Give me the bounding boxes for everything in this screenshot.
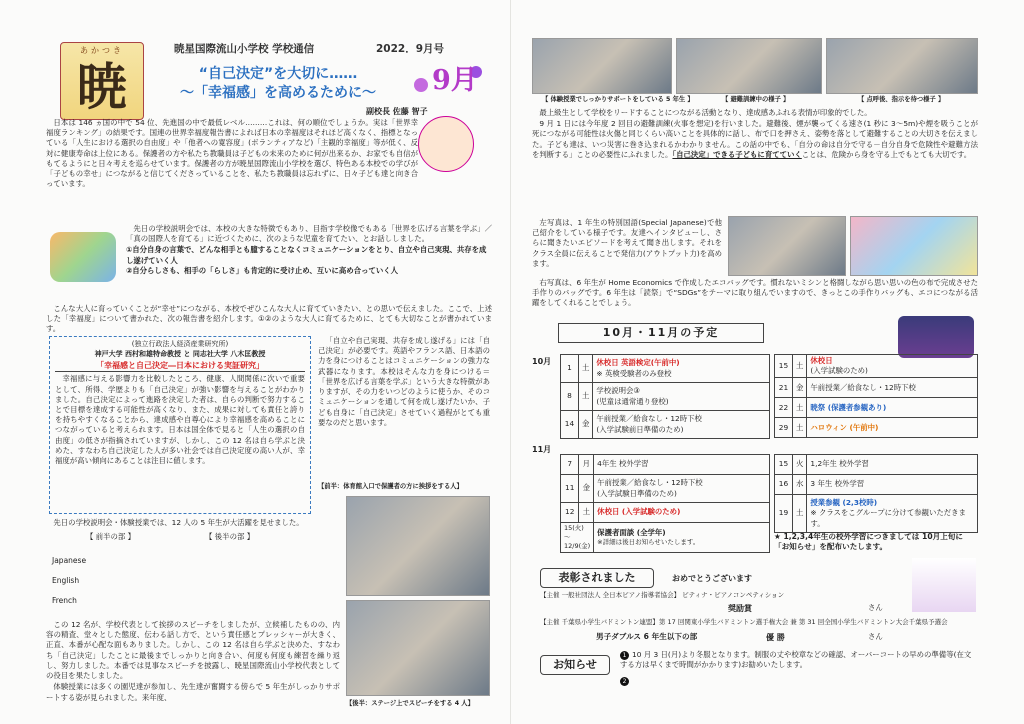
schedule-row — [775, 475, 978, 495]
day: 19 — [775, 495, 793, 533]
event-text: 保護者面談 (全学年) — [597, 527, 666, 537]
weekday: 土 — [793, 398, 807, 418]
policy-section — [126, 224, 492, 276]
day: 16 — [775, 475, 793, 495]
event-text: 授業参観 (2,3校時) — [810, 498, 878, 508]
schedule-row — [561, 503, 770, 523]
event-text: 午前授業／給食なし・12時下校 — [596, 414, 702, 424]
day: 11 — [561, 475, 579, 503]
event: 休校日 (入学試験のため) — [594, 503, 770, 523]
schedule-row — [775, 418, 978, 438]
november-schedule-left — [560, 454, 770, 553]
special-japanese-section — [532, 218, 722, 270]
field-trip-notice: ★ 1,2,3,4年生の校外学習につきましては 10月上旬に「お知らせ」を配布いたします。 — [774, 532, 963, 552]
day: 29 — [775, 418, 793, 438]
report-authors: 神戸大学 西村和雄特命教授 と 同志社大学 八木匡教授 — [94, 349, 266, 358]
event-note: ※詳細は後日お知らせいたします。 — [597, 538, 700, 547]
event: 4年生 校外学習 — [594, 455, 770, 475]
self-determination-text — [318, 336, 490, 429]
award-1-recipient: さん — [868, 603, 883, 612]
home-economics-section — [532, 278, 978, 310]
notices-title: お知らせ — [540, 655, 610, 675]
piano-illustration — [912, 558, 976, 612]
schedule-row — [775, 398, 978, 418]
award-1-organizer: 【主催 一般社団法人 全日本ピアノ指導者協会】 ピティナ・ピアノコンペティション — [540, 591, 785, 599]
schedule-row — [561, 523, 770, 553]
notice-item-2 — [620, 676, 632, 686]
day: 15 — [775, 455, 793, 475]
school-name: 暁星国際流山小学校 学校通信 — [174, 43, 315, 55]
special-japanese-photo — [728, 216, 846, 276]
weekday: 土 — [793, 355, 807, 378]
speech-paragraph: この 12 名が、学校代表として挨拶のスピーチをしましたが、立候補したものの、内容の精査、堂々とした態度、伝わる話し方で、という責任感とプレッシャーが大きく、正直、本番が心配な面もありました。しかし、この 12 名は自ら学ぶと決めた、すなわち「自己決定」したことに最後までしっかりと向き合い、何度も何度も練習を繰り返し、努力しました。本番では見事なスピーチを披露し、暁星国際流山小学校代表としての役目を果たしました。 — [46, 620, 340, 681]
research-box — [49, 336, 311, 514]
event-note: (入学試験のため) — [810, 366, 868, 376]
number-badge: 2 — [620, 677, 629, 686]
photo-caption: 【後半：ステージ上でスピーチをする 4 人】 — [346, 700, 474, 707]
october-schedule-left — [560, 354, 770, 439]
event — [807, 495, 978, 533]
day: 14 — [561, 411, 579, 439]
schedule-row — [561, 383, 770, 411]
evacuation-drill-photo — [676, 38, 822, 94]
awards-title: 表彰されました — [540, 568, 654, 588]
event: 3 年生 校外学習 — [807, 475, 978, 495]
photo-caption: 【 避難訓練中の様子 】 — [722, 96, 790, 103]
notice-item-1 — [620, 650, 978, 670]
drill-highlight: 「自己決定」できる子どもに育てていく — [672, 149, 802, 159]
schedule-title: 10月・11月の予定 — [558, 323, 764, 343]
logo-kanji: 暁 — [77, 57, 127, 116]
weekday: 火 — [793, 455, 807, 475]
left-column — [46, 38, 492, 710]
event-note: ※ クラスをこグループに分けて参観いただきます。 — [810, 508, 966, 528]
weekday: 土 — [579, 383, 593, 411]
day: 15 — [775, 355, 793, 378]
schedule-row — [775, 378, 978, 398]
roll-call-photo — [826, 38, 978, 94]
congratulations-text: おめでとうございます — [672, 574, 752, 583]
november-schedule-right — [774, 454, 978, 533]
schedule-row — [775, 495, 978, 533]
weekday: 金 — [579, 411, 593, 439]
notice-text: 10 月 3 日(月)より冬服となります。制服の丈や校章などの確認、オーバーコートの早めの準備等(在文する方は早くまで時間がかかります)お勧めいたします。 — [620, 650, 972, 670]
home-economics-text: 右写真は、6 年生が Home Economics で作成したエコバッグです。慣れないミシンと格闘しながら思い思いの色の布で完成させた手作りのバッグです。6 年生は「読祭」で“SDGs”をテーマに取り組んでいますので、きっとこの手作りバッグも、エコにつながる活躍をしてくれることでしょう。 — [532, 278, 978, 308]
support-paragraph: 体験授業には多くの園児達が参加し、先生達が奮闘する傍らで 5 年生がしっかりサポートする姿が見られました。来年度、 — [46, 682, 340, 702]
stage-speech-photo — [346, 600, 490, 696]
subheadline: ～「幸福感」を高めるために～ — [180, 85, 376, 101]
weekday: 土 — [793, 418, 807, 438]
day: 8 — [561, 383, 579, 411]
event — [594, 475, 770, 503]
speech-section — [46, 620, 340, 704]
event — [594, 523, 770, 553]
photo-caption: 【 点呼後、指示を待つ様子 】 — [858, 96, 945, 103]
language-french: French — [52, 596, 77, 605]
language-japanese: Japanese — [52, 556, 87, 565]
special-japanese-text: 左写真は、1 年生の特別国語(Special Japanese)で他己紹介をしている様子です。友達へインタビューし、さらに聞きたいエピソードを考えて聞き出します。それをクラス全員に伝えることで発信力(アウトプット力)を高めます。 — [532, 218, 722, 268]
right-column — [532, 38, 978, 710]
day: 12 — [561, 503, 579, 523]
policy-paragraph: 先日の学校説明会では、本校の大きな特徴でもあり、目指す学校像でもある「世界を広げる言葉を学ぶ」／「真の国際人を育てる」に近づくために、次のような児童を育てたい、とお話ししました。 — [126, 224, 492, 244]
drill-tail: ことは、危険から身を守る上でもとても大切です。 — [801, 149, 972, 159]
policy-summary — [46, 304, 492, 336]
briefing-paragraph: 先日の学校説明会・体験授業では、12 人の 5 年生が大活躍を見せました。 — [53, 518, 304, 527]
photo-caption: 【 体験授業でしっかりサポートをしている 5 年生 】 — [542, 96, 694, 103]
issue-label: 2022．9月号 — [376, 43, 445, 55]
class-support-photo — [532, 38, 672, 94]
weekday: 水 — [793, 475, 807, 495]
drill-text: 9 月 1 日には今年度 2 回目の避難訓練(火事を想定)を行いました。避難後、煙が襲ってくる速さ(1 秒に 3～5m)や煙を吸うことが死につながる可能性は火傷と同じくらい高いことを具体的に話し、布で口を押さえ、姿勢を落として避難することの大切さを伝えました。子ども達は、いつ災害に巻き込まれるかわかりません。この話の中でも、「自分の命は自分で守る－自分自身で危険性や避難方法を判断する」ことの必要性にふれました。 — [532, 119, 978, 159]
award-1-prize: 奨励賞 — [728, 604, 752, 613]
report-org: (独立行政法人経済産業研究所) — [131, 340, 229, 348]
event: 暁祭 (保護者参観あり) — [807, 398, 978, 418]
schedule-row — [775, 355, 978, 378]
schedule-row — [561, 455, 770, 475]
first-half-label: 【 前半の部 】 — [86, 532, 136, 542]
author-byline: 副校長 佐藤 智子 — [366, 107, 428, 116]
eco-bag-photo — [850, 216, 978, 276]
weekday: 金 — [579, 475, 594, 503]
report-body: 幸福感に与える影響力を比較したところ、健康、人間関係に次いで重要として、所得、学歴よりも「自己決定」が強い影響を与えることがわかりました。自己決定によって進路を決定した者は、自らの判断で努力することで目標を達成する可能性が高くなり、また、成果に対しても責任と誇りを持ちやすくなることから、達成感や自尊心により幸福感を高めることにつながっていると考えられます。日本は国全体で見ると「人生の選択の自由度」の低さが指摘されていますが、しかし、この 12 名は自ら学ぶと決めた、すなわち自己決定した人が多い社会では自己決定度の高い人が、幸福度が高い傾向にあることは注目に値します。 — [55, 374, 305, 466]
second-half-label: 【 後半の部 】 — [205, 532, 255, 542]
november-label: 11月 — [532, 445, 552, 454]
photo-caption: 【前半：体育館入口で保護者の方に挨拶をする人】 — [318, 483, 463, 490]
akatsuki-logo — [60, 42, 144, 120]
award-2-recipient: さん — [868, 632, 883, 641]
intro-section — [46, 118, 418, 191]
girl-illustration — [418, 116, 474, 172]
day: 22 — [775, 398, 793, 418]
event-text: 休校日 英語検定(午前中) — [596, 358, 680, 368]
schedule-row — [561, 411, 770, 439]
weekday: 土 — [579, 355, 593, 383]
month-badge: 9月 — [432, 65, 478, 96]
event-text: 学校説明会③ — [596, 386, 640, 396]
number-badge: 1 — [620, 651, 629, 660]
logo-kana: あかつき — [80, 46, 124, 55]
drill-paragraph — [532, 119, 978, 160]
event — [593, 383, 770, 411]
language-english: English — [52, 576, 80, 585]
self-determination-paragraph: 「自立や自己実現、共存を成し遂げる」には「自己決定」が必要です。英語やフランス語、日本語の力を身につけることはコミュニケーションの強力な武器になります。本校はそんな力を身につける＝「世界を広げる言葉を学ぶ」という大きな特徴がありますが、その力をいつどのように使うか、そのコミュニケーションを通して何を成し遂げたいか、子ども自身に「自己決定」させていく過程がとても重要なのだと思います。 — [318, 336, 490, 427]
halloween-illustration — [898, 316, 974, 358]
day: 21 — [775, 378, 793, 398]
award-2-prize: 優 勝 — [766, 633, 785, 642]
event-text: 午前授業／給食なし・12時下校 — [597, 478, 703, 488]
event-note: ※ 英検受験者のみ登校 — [596, 368, 672, 378]
briefing-section — [46, 518, 336, 542]
weekday: 月 — [579, 455, 594, 475]
weekday: 土 — [579, 503, 594, 523]
policy-summary-text: こんな大人に育っていくことが“幸せ”につながる、本校でぜひこんな大人に育てていきたい、との思いで伝えました。ここで、上述した「幸福度」について書かれた、次の報告書を紹介します。①②のような大人に育てるために、とても大切なことが書かれています。 — [46, 304, 492, 334]
day-range: 15(火)～12/9(金) — [561, 523, 594, 553]
event: ハロウィン (午前中) — [807, 418, 978, 438]
report-title: 「幸福感と自己決定―日本における実証研究」 — [55, 360, 305, 372]
october-schedule-right — [774, 354, 978, 438]
event: 午前授業／給食なし・12時下校 — [807, 378, 978, 398]
october-label: 10月 — [532, 357, 552, 366]
day: 7 — [561, 455, 579, 475]
event — [593, 355, 770, 383]
headline: “自己決定”を大切に…… — [198, 66, 358, 82]
schedule-row — [561, 475, 770, 503]
students-greeting-photo — [346, 496, 490, 596]
weekday: 土 — [793, 495, 807, 533]
day: 1 — [561, 355, 579, 383]
event — [593, 411, 770, 439]
drill-section — [532, 108, 978, 161]
policy-point-1: ①自分自身の言葉で、どんな相手とも臆することなくコミュニケーションをとり、自立や自己実現、共存を成し遂げていく人 — [126, 245, 487, 265]
event-note: (入学試験日準備のため) — [597, 488, 677, 498]
policy-point-2: ②自分らしさも、相手の「らしさ」も肯定的に受け止め、互いに高め合っていく人 — [126, 265, 399, 275]
intro-paragraph: 日本は 146 ヵ国の中で 54 位、先進国の中で最低レベル………これは、何の順位でしょうか。実は「世界幸福度ランキング」の結果です。国連の世界幸福度報告書によれば日本の幸福度はそれほど高くなく、指標となっている「人生における選択の自由度」や「他者への寛容度」(ボランティアなど)「主観的幸福度」等が低く、反対に健康寿命は上位にある。保護者の方や私たち教職員は子どもの未来のために何が出来るか、お家でも自信がもてるようにと日々考えを巡らせています。保護者の方が暁星国際流山小学校を選び、特色ある本校での学びが「子どもの幸せ」につながると信じてくださっていることを、私たち教職員は忘れずに、日々子ども達と向き合っています。 — [46, 118, 418, 189]
event-note: (児童は通常通り登校) — [596, 396, 669, 406]
children-illustration — [50, 232, 116, 282]
schedule-row — [561, 355, 770, 383]
schedule-row — [775, 455, 978, 475]
award-2-organizer: 【主催 千葉県小学生バドミントン連盟】第 17 回関東小学生バドミントン選手権大会 兼 第 31 回全国小学生バドミントン大会千葉県予選会 — [540, 618, 948, 626]
award-2-event: 男子ダブルス 6 年生以下の部 — [596, 632, 698, 641]
event — [807, 355, 978, 378]
event: 1,2年生 校外学習 — [807, 455, 978, 475]
event-note: (入学試験前日準備のため) — [596, 424, 684, 434]
event-text: 休校日 — [810, 356, 833, 365]
weekday: 金 — [793, 378, 807, 398]
page-fold — [510, 0, 511, 724]
drill-intro: 最上級生として学校をリードすることにつながる活動となり、達成感あふれる表情が印象的でした。 — [539, 108, 872, 117]
flower-icon — [414, 78, 428, 92]
